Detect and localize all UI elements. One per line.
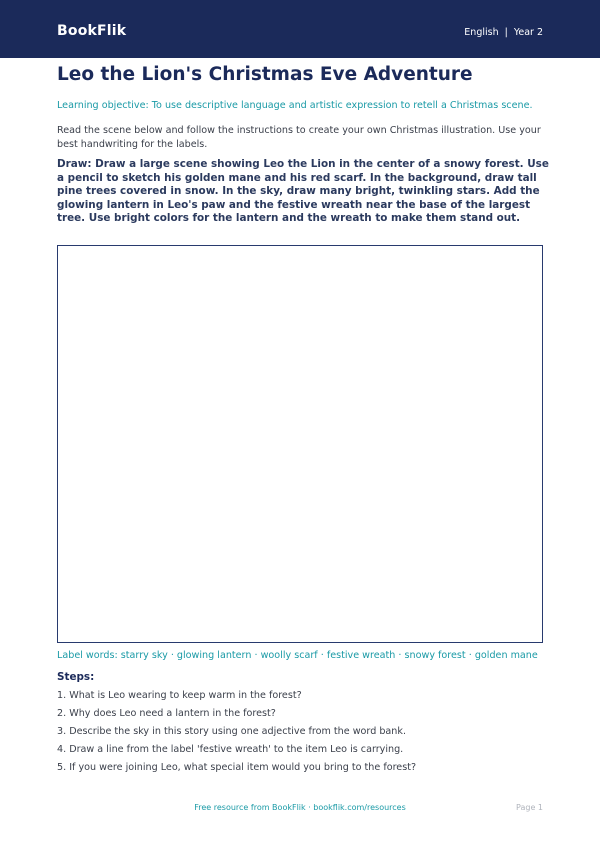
step-item: 4. Draw a line from the label 'festive wreath' to the item Leo is carrying. [57, 744, 404, 755]
draw-instruction: Draw: Draw a large scene showing Leo the Lion in the center of a snowy forest. Use a pencil to sketch his golden mane and his red scarf. In the background, draw tall pine trees covered in snow. In the sky, draw many bright, twinkling stars. Add the glowing lantern in Leo's paw and the festive wreath near the base of the largest tree. Use bright colors for the lantern and the wreath to make them stand out. [57, 158, 549, 224]
header-bar [0, 0, 600, 58]
drawing-area[interactable] [57, 245, 543, 643]
intro-text: Read the scene below and follow the instructions to create your own Christmas illustration. Use your best handwriting for the labels. [57, 125, 541, 150]
step-item: 2. Why does Leo need a lantern in the forest? [57, 708, 276, 719]
footer-resource-link[interactable]: Free resource from BookFlik · bookflik.com/resources [194, 803, 406, 812]
page-number: Page 1 [516, 803, 543, 812]
steps-list [57, 689, 416, 779]
step-item: 5. If you were joining Leo, what special item would you bring to the forest? [57, 762, 417, 773]
steps-heading: Steps: [57, 671, 95, 683]
header-meta [464, 27, 543, 38]
subject-label: English [464, 27, 499, 38]
meta-separator: | [504, 27, 508, 38]
brand-logo[interactable]: BookFlik [57, 23, 127, 39]
step-item: 1. What is Leo wearing to keep warm in the forest? [57, 690, 302, 701]
step-item: 3. Describe the sky in this story using one adjective from the word bank. [57, 726, 406, 737]
learning-objective: Learning objective: To use descriptive language and artistic expression to retell a Christmas scene. [57, 100, 533, 111]
page-title: Leo the Lion's Christmas Eve Adventure [57, 64, 473, 85]
year-label: Year 2 [513, 27, 543, 38]
label-word-bank: Label words: starry sky · glowing lantern · woolly scarf · festive wreath · snowy forest · golden mane [57, 650, 538, 661]
